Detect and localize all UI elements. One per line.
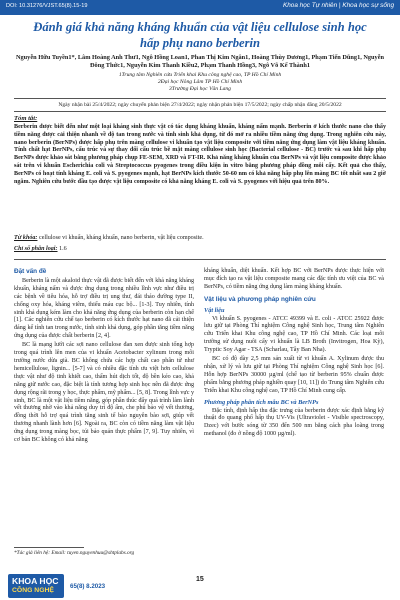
body-paragraph: kháng khuẩn, diệt khuẩn. Kết hợp BC với BerNPs được thực hiện với mục đích tạo ra vật liệu composite mang các đặc tính ưu việt của BC và BerNPs, có tiềm năng ứng dụng làm màng kháng khuẩn. [204,268,384,290]
classification-value: 1.6 [59,246,67,252]
article-title: Đánh giá khả năng kháng khuẩn của vật liệu cellulose sinh học hấp phụ nano berberin [33,20,367,50]
intro-paragraph: Berberin là một akaloid thực vật đã được biết đến với khả năng kháng khuẩn, kháng nấm và được ứng dụng trong nhiều lĩnh vực như điều trị các bệnh về tiêu hóa, hỗ trợ điều trị ung thư, đái tháo đường type II, chống oxy hóa, kháng viêm, thiếu máu cục bộ... [1-3]. Tuy nhiên, tính sinh khả dụng kém làm cho khả năng ứng dụng của berberin còn hạn chế [1]. Các nghiên cứu chế tạo berberin có kích thước hạt nano đã cải thiện đáng kể tính tan trong nước, tính sinh khả dụng, góp phần tăng tiềm năng ứng dụng của được chất berberin [2, 4]. [14,277,194,340]
keywords-label: Từ khóa: [14,235,38,241]
journal-header-bar [0,0,400,15]
materials-paragraph: Vi khuẩn S. pyogenes - ATCC 49399 và E. coli - ATCC 25922 được lưu giữ tại Phòng Thí nghiệm Công nghệ Sinh học, Trung tâm Nghiên cứu Triển khai Khu công nghệ cao, TP Hồ Chí Minh. Các loại môi trường sử dụng nuôi cấy vi khuẩn là LB Broth (Invitrogen, Hoa Kỳ), Tryptic Soy Agar - TSA (Scharlau, Tây Ban Nha). [204,315,384,354]
footnote-rule [14,547,84,548]
doi[interactable]: DOI: 10.31276/VJST.65(8).15-19 [6,3,88,9]
classification [14,246,386,252]
author-list: Nguyễn Hữu Tuyền1*, Lâm Hoàng Anh Thư1, Ngô Hồng Loan1, Phan Thị Kim Ngân1, Hoàng Thùy Dương1, Phạm Tiến Dũng1, Nguyễn Đông Thức1, Nguyễn Kim Thanh Kiều2, Phạm Thanh Hồng3, Ngô Võ Kế Thành1 [15,54,385,69]
journal-logo [8,574,64,598]
materials-paragraph: BC có độ dày 2,5 mm sản xuất từ vi khuẩn A. Xylinum được thu nhận, xử lý và lưu giữ tại Phòng Thí nghiệm Công nghệ Sinh học [6]. Hỗn hợp BerNPs 30000 µg/ml (chế tạo từ berberin 95% chuẩn được phẩm bằng phương pháp nghiền quay [10, 11]) do Trung tâm Nghiên cứu Triển khai Khu công nghệ cao, TP Hồ Chí Minh cung cấp. [204,356,384,394]
intro-paragraph: BC là mạng lưới các sợi nano cellulose đan xen được sinh tổng hợp trong quá trình lên men của vi khuẩn Acetobacter xylinum trong môi trường nước dừa già. BC không chứa các hợp chất cao phân tử như hemicellulose, lignin... [5-7] và có nhiều đặc tính ưu việt hơn cellulose thực vật như độ tinh khiết cao, thấm hút dịch tốt, độ bền kéo cao, khả năng giữ nước cao, đặc biệt là tính tương hợp sinh học nên đã được ứng dụng rộng rãi trong y học, thực phẩm, mỹ phẩm... [5, 8]. Trong lĩnh vực y sinh, BC là một vật liệu tiềm năng, góp phần thúc đẩy quá trình làm lành vết thương nhờ vào khả năng duy trì độ ẩm, che phủ bảo vệ vết thương, đồng thời hỗ trợ quá trình tăng sinh tế bào nguyên bào sợi, giúp vết thương nhanh lành hơn [6]. Ngoài ra, BC còn có tiềm năng làm vật liệu ứng dụng trong màng bọc, túi bảo quản thực phẩm [7, 9]. Tuy nhiên, vì cơ bản BC không có khả năng [14,342,194,444]
keywords [14,235,386,241]
issue-number: 65(8) 8.2023 [70,583,106,590]
affiliation-3: 3Trường Đại học Văn Lang [169,86,231,92]
intro-heading: Đặt vấn đề [14,268,47,275]
right-column [204,268,384,440]
page-number: 15 [196,576,204,583]
affiliation-1: 1Trung tâm Nghiên cứu Triển khai Khu công nghệ cao, TP Hồ Chí Minh [118,72,282,78]
divider [14,111,386,112]
methods-heading: Vật liệu và phương pháp nghiên cứu [204,295,316,303]
divider [14,259,386,260]
affiliations [14,72,386,93]
logo-line-1: KHOA HỌC [12,576,59,586]
abstract-text: Berberin được biết đến như một loại kháng sinh thực vật có tác dụng kháng khuẩn, kháng nấm mạnh. Berberin ở kích thước nano cho thấy tiềm năng được cải thiện nhanh về độ tan trong nước và tính sinh khả dụng, từ đó mở ra nhiều tiềm năng ứng dụng. Trong nghiên cứu này, nano berberin (BerNPs) được hấp phụ trên màng cellulose vi khuẩn tạo vật liệu composite với tiềm năng ứng dụng làm vật liệu kháng khuẩn. Tính chất hạt BerNPs, cấu trúc và sự thay đổi cấu trúc bề mặt màng cellulose sinh học (Bacterial cellulose - BC) trước và sau khi hấp phụ BerNPs được khảo sát bằng phương pháp chụp FE-SEM, XRD và FT-IR. Khả năng kháng khuẩn của BerNPs và vật liệu composite được khảo sát trên vi khuẩn Escherichia coli và Streptococcus pyogenes trong điều kiện in vitro bằng phương pháp đồng môi cấy. Kết quả cho thấy, BerNPs có hoạt tính kháng E. coli và S. pyogenes mạnh, hạt BerNPs kích thước 50-60 nm có khả năng hấp phụ lên màng BC tốt nhất sau 2 giờ ngâm. Nghiên cứu bước đầu tạo được vật liệu composite có khả năng kháng E. coli và S. pyogenes với hiệu quả trên 80%. [14,124,386,185]
materials-subheading: Vật liệu [204,306,225,314]
keywords-text: cellulose vi khuẩn, kháng khuẩn, nano berberin, vật liệu composite. [39,235,204,241]
abstract-label: Tóm tắt: [14,115,38,122]
analysis-paragraph: Đặc tính, định hấp thu đặc trưng của berberin được xác định bằng kỹ thuật đo quang phổ hấp thụ UV-Vis (Ultraviolet - Visible spectroscopy, Dzec) với bước sóng từ 350 đến 500 nm bằng cách pha loãng trong methanol (đo ở nồng độ 1000 µg/ml). [204,407,384,438]
classification-label: Chỉ số phân loại: [14,246,58,252]
analysis-subheading: Phương pháp phân tích mẫu BC và BerNPs [204,398,319,406]
logo-line-2: CÔNG NGHỆ [12,587,54,594]
corresponding-author-footnote: *Tác giả liên hệ: Email: tuyen.nguyenhuu@shtplabs.org [14,550,135,556]
divider [14,98,386,99]
section-label: Khoa học Tự nhiên | Khoa học sự sống [282,2,394,9]
affiliation-2: 2Đại học Nông Lâm TP Hồ Chí Minh [157,79,243,85]
left-column [14,268,194,446]
received-dates: Ngày nhận bài 25/4/2022; ngày chuyển phản biện 27/4/2022; ngày nhận phản biện 17/5/2022; ngày chấp nhận đăng 20/5/2022 [58,102,342,108]
